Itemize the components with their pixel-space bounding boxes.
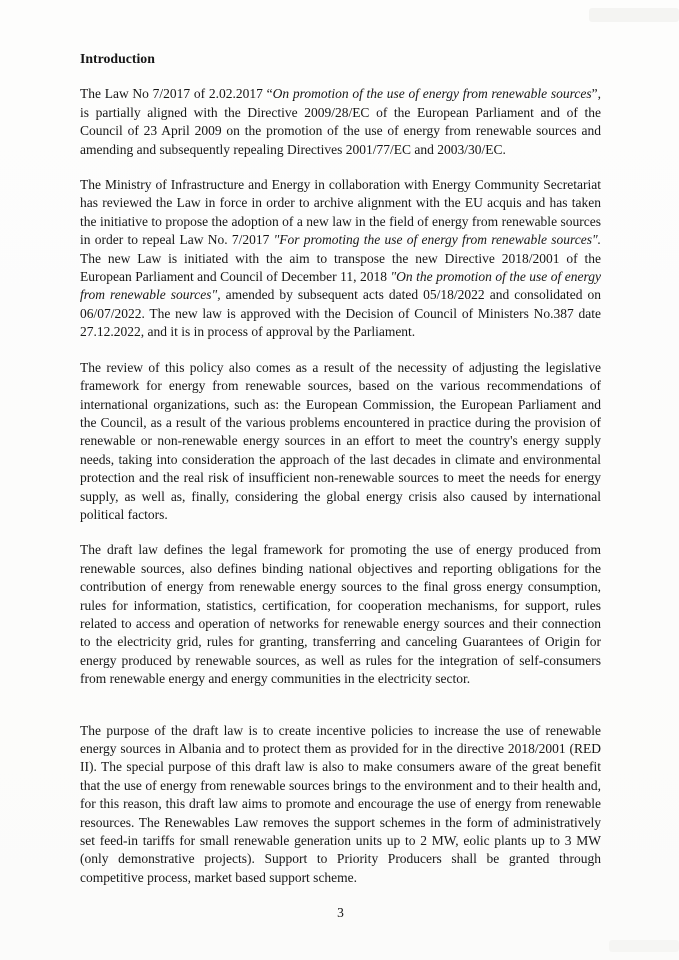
document-body <box>80 85 601 887</box>
italic-text-segment: "For promoting the use of energy from renewable sources". <box>273 232 601 248</box>
italic-text-segment: On promotion of the use of energy from renewable sources <box>272 86 592 102</box>
paragraph <box>80 541 601 688</box>
section-heading: Introduction <box>80 51 155 66</box>
paragraph <box>80 359 601 525</box>
text-segment: The draft law defines the legal framework for promoting the use of energy produced from renewable sources, also defines binding national objectives and reporting obligations for the contribution of energy from renewable energy sources to the final gross energy consumption, rules for information, statistics, certification, for cooperation mechanisms, for support, rules related to access and operation of networks for renewable energy sources and their connection to the electricity grid, rules for granting, transferring and canceling Guarantees of Origin for energy produced by renewable sources, as well as rules for the integration of self-consumers from renewable energy and energy communities in the electricity sector. <box>80 542 601 687</box>
text-segment: The new Law is initiated with the aim to transpose the new Directive 2018/2001 of the European Parliament and Council of December 11, 2018 <box>80 250 601 285</box>
document-content <box>80 50 601 923</box>
text-segment: amended by subsequent acts dated 05/18/2022 and consolidated on 06/07/2022. The new law is approved with the Decision of Council of Ministers No.387 date 27.12.2022, and it is in process of approval by the Parliament. <box>80 287 601 340</box>
scan-artifact <box>609 940 679 952</box>
paragraph <box>80 85 601 159</box>
paragraph <box>80 176 601 342</box>
text-segment: The Ministry of Infrastructure and Energy in collaboration with Energy Community Secretariat has reviewed the Law in force in order to archive alignment with the EU acquis and has taken the initiative to propose the adoption of a new law in the field of energy from renewable sources in order to repeal Law No. 7/2017 <box>80 177 601 248</box>
italic-text-segment: "On the promotion of the use of energy from renewable sources", <box>80 269 602 303</box>
page-number: 3 <box>337 905 344 921</box>
text-segment: The Law No 7/2017 of 2.02.2017 “ <box>80 86 273 102</box>
scan-artifact <box>589 8 679 22</box>
text-segment: The review of this policy also comes as a result of the necessity of adjusting the legislative framework for energy from renewable sources, based on the various recommendations of international organizations, such as: the European Commission, the European Parliament and the Council, as a result of the various problems encountered in practice during the provision of renewable or non-renewable energy sources in an effort to meet the country's energy supply needs, taking into consideration the approach of the last decades in climate and environmental protection and the real risk of insufficient non-renewable sources to meet the needs for energy supply, as well as, finally, considering the global energy crisis also caused by international political factors. <box>80 359 601 522</box>
text-segment: The purpose of the draft law is to create incentive policies to increase the use of renewable energy sources in Albania and to protect them as provided for in the directive 2018/2001 (RED II). The special purpose of this draft law is also to make consumers aware of the great benefit that the use of energy from renewable sources brings to the environment and to their health and, for this reason, this draft law aims to promote and encourage the use of energy from renewable resources. The Renewables Law removes the support schemes in the form of administratively set feed-in tariffs for small renewable generation units up to 2 MW, eolic plants up to 3 MW (only demonstrative projects). Support to Priority Producers shall be granted through competitive process, market based support scheme. <box>80 722 601 885</box>
paragraph <box>80 722 601 888</box>
text-segment: ”, is partially aligned with the Directive 2009/28/EC of the European Parliament and of the Council of 23 April 2009 on the promotion of the use of energy from renewable sources and amending and subsequently repealing Directives 2001/77/EC and 2003/30/EC. <box>80 86 602 157</box>
